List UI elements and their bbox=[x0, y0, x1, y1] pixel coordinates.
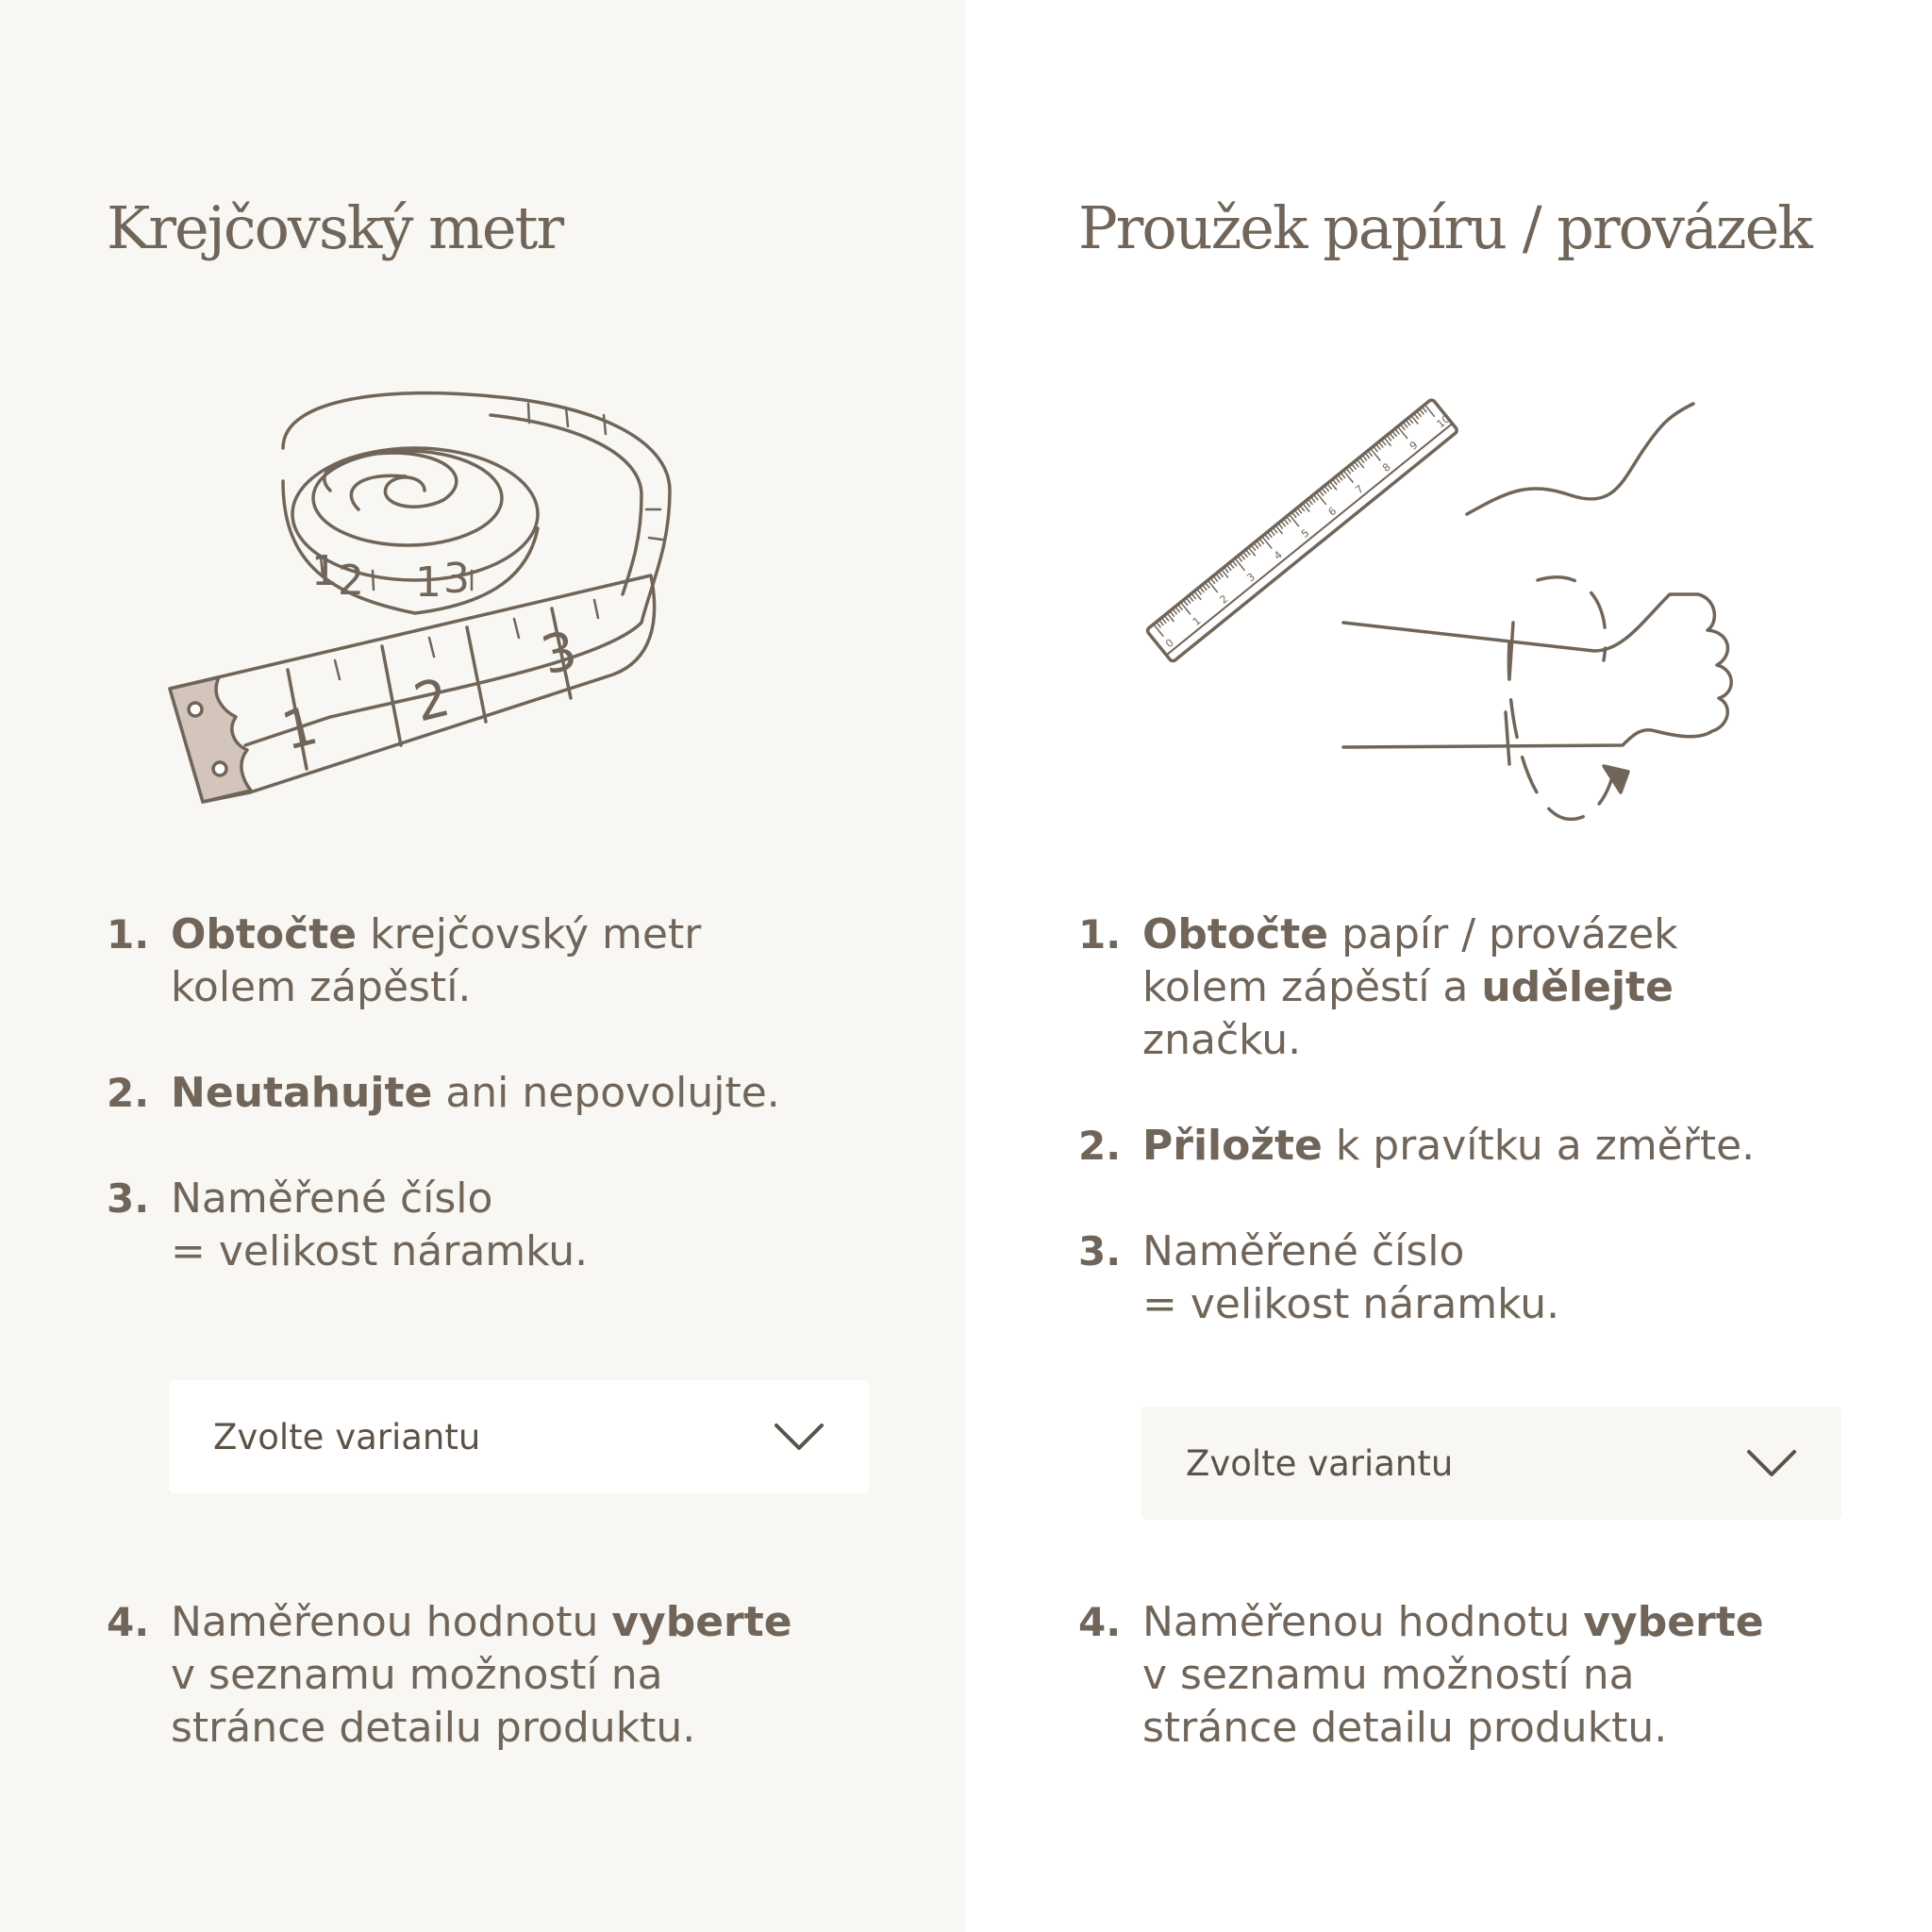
step-2: 2. Neutahujte ani nepovolujte. bbox=[107, 1069, 780, 1117]
svg-text:1: 1 bbox=[415, 558, 441, 607]
step-1: 1. Obtočte krejčovský metr kolem zápěstí. bbox=[107, 910, 702, 1011]
steps-list-2 bbox=[1078, 1596, 1764, 1755]
chevron-down-icon bbox=[1747, 1446, 1796, 1480]
tape-measure-icon bbox=[160, 387, 689, 811]
ruler-number: 1 bbox=[1190, 614, 1204, 628]
paper-string-panel bbox=[966, 0, 1932, 1932]
svg-text:3: 3 bbox=[443, 555, 470, 603]
variant-select[interactable] bbox=[169, 1380, 869, 1493]
step-2: 2. Přiložte k pravítku a změřte. bbox=[1078, 1122, 1756, 1170]
step-3: 3. Naměřené číslo = velikost náramku. bbox=[107, 1174, 589, 1275]
step-3: 3. Naměřené číslo = velikost náramku. bbox=[1078, 1227, 1560, 1328]
ruler-number: 0 bbox=[1163, 636, 1176, 651]
step-4: 4. Naměřenou hodnotu vyberte v seznamu možností na stránce detailu produktu. bbox=[107, 1598, 792, 1752]
steps-list bbox=[107, 908, 780, 1278]
svg-text:1: 1 bbox=[275, 694, 324, 763]
ruler-number: 10 bbox=[1434, 412, 1453, 431]
ruler-string-wrist-icon bbox=[1136, 358, 1796, 830]
step-1: 1. Obtočte papír / provázek kolem zápěstí a udělejte značku. bbox=[1078, 910, 1678, 1064]
panel-title: Proužek papíru / provázek bbox=[1078, 193, 1811, 262]
ruler-number: 2 bbox=[1217, 592, 1231, 607]
variant-select[interactable] bbox=[1141, 1407, 1841, 1520]
svg-text:3: 3 bbox=[535, 619, 583, 688]
ruler-number: 9 bbox=[1407, 439, 1421, 453]
step-4: 4. Naměřenou hodnotu vyberte v seznamu možností na stránce detailu produktu. bbox=[1078, 1598, 1764, 1752]
steps-list bbox=[1078, 908, 1755, 1331]
variant-select-label: Zvolte variantu bbox=[213, 1416, 481, 1457]
ruler-number: 6 bbox=[1325, 505, 1340, 519]
ruler-number: 8 bbox=[1380, 460, 1393, 475]
panel-title: Krejčovský metr bbox=[107, 193, 563, 262]
ruler-number: 4 bbox=[1272, 548, 1285, 563]
chevron-down-icon bbox=[774, 1420, 824, 1454]
steps-list-2 bbox=[107, 1596, 792, 1755]
ruler-number: 5 bbox=[1298, 526, 1312, 541]
ruler-number: 7 bbox=[1353, 482, 1366, 497]
svg-text:2: 2 bbox=[408, 666, 456, 735]
svg-text:1: 1 bbox=[311, 547, 338, 595]
svg-text:2: 2 bbox=[338, 557, 364, 605]
ruler-number: 3 bbox=[1244, 570, 1257, 585]
variant-select-label: Zvolte variantu bbox=[1186, 1442, 1454, 1484]
